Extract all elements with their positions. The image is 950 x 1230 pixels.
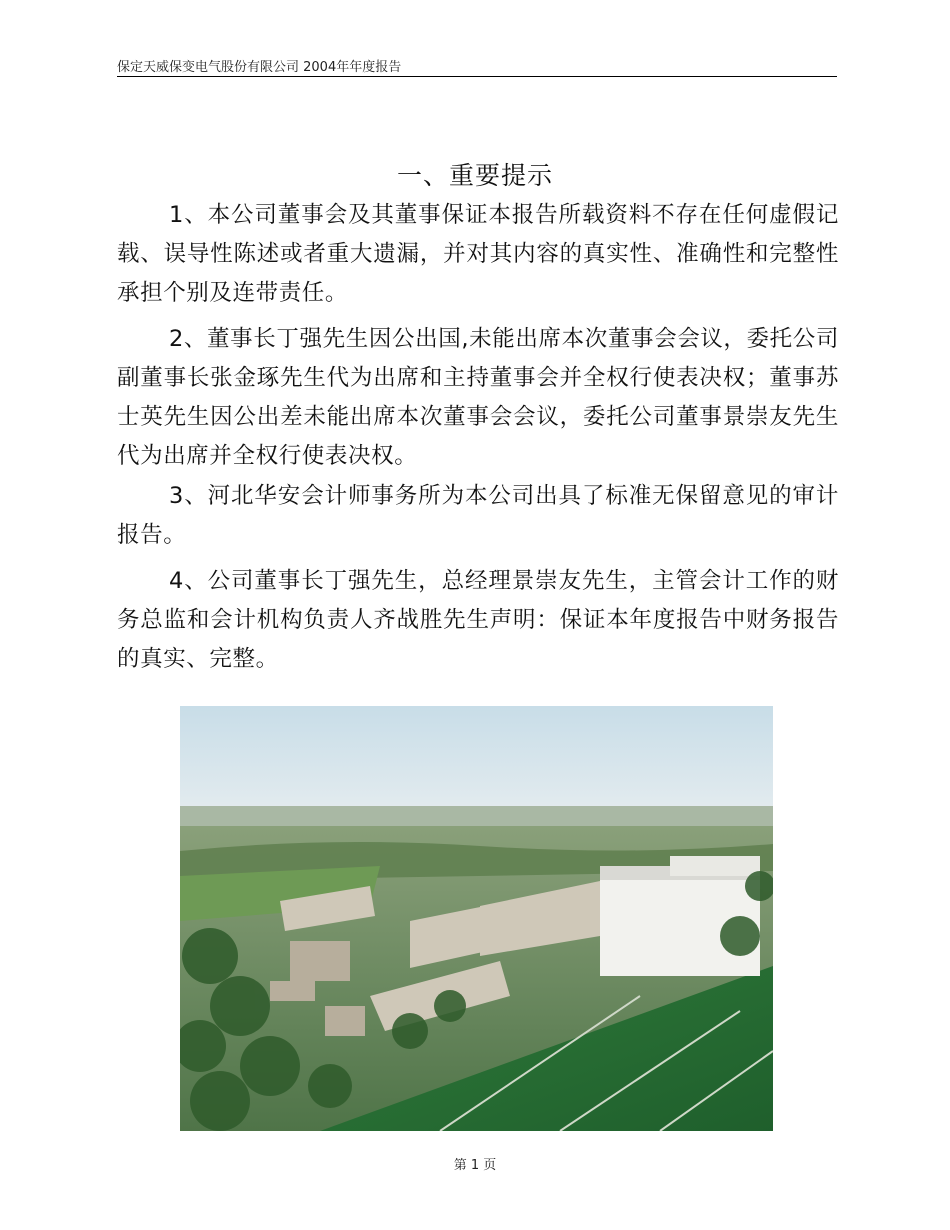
paragraph-1: 1、本公司董事会及其董事保证本报告所载资料不存在任何虚假记载、误导性陈述或者重大遗漏，并对其内容的真实性、准确性和完整性承担个别及连带责任。 <box>117 202 839 306</box>
factory-aerial-photo <box>180 706 773 1131</box>
header-text: 保定天威保变电气股份有限公司 2004年年度报告 <box>117 60 402 75</box>
paragraph-2: 2、董事长丁强先生因公出国,未能出席本次董事会会议，委托公司副董事长张金琢先生代为出席和主持董事会并全权行使表决权；董事苏士英先生因公出差未能出席本次董事会会议，委托公司董事景崇友先生代为出席并全权行使表决权。 <box>117 326 839 469</box>
paragraph-3: 3、河北华安会计师事务所为本公司出具了标准无保留意见的审计报告。 <box>117 483 839 548</box>
section-title: 一、重要提示 <box>396 161 553 190</box>
paragraph-4: 4、公司董事长丁强先生，总经理景崇友先生，主管会计工作的财务总监和会计机构负责人齐战胜先生声明：保证本年度报告中财务报告的真实、完整。 <box>117 568 839 672</box>
page-header <box>117 52 837 77</box>
page-number: 第 1 页 <box>453 1158 497 1173</box>
